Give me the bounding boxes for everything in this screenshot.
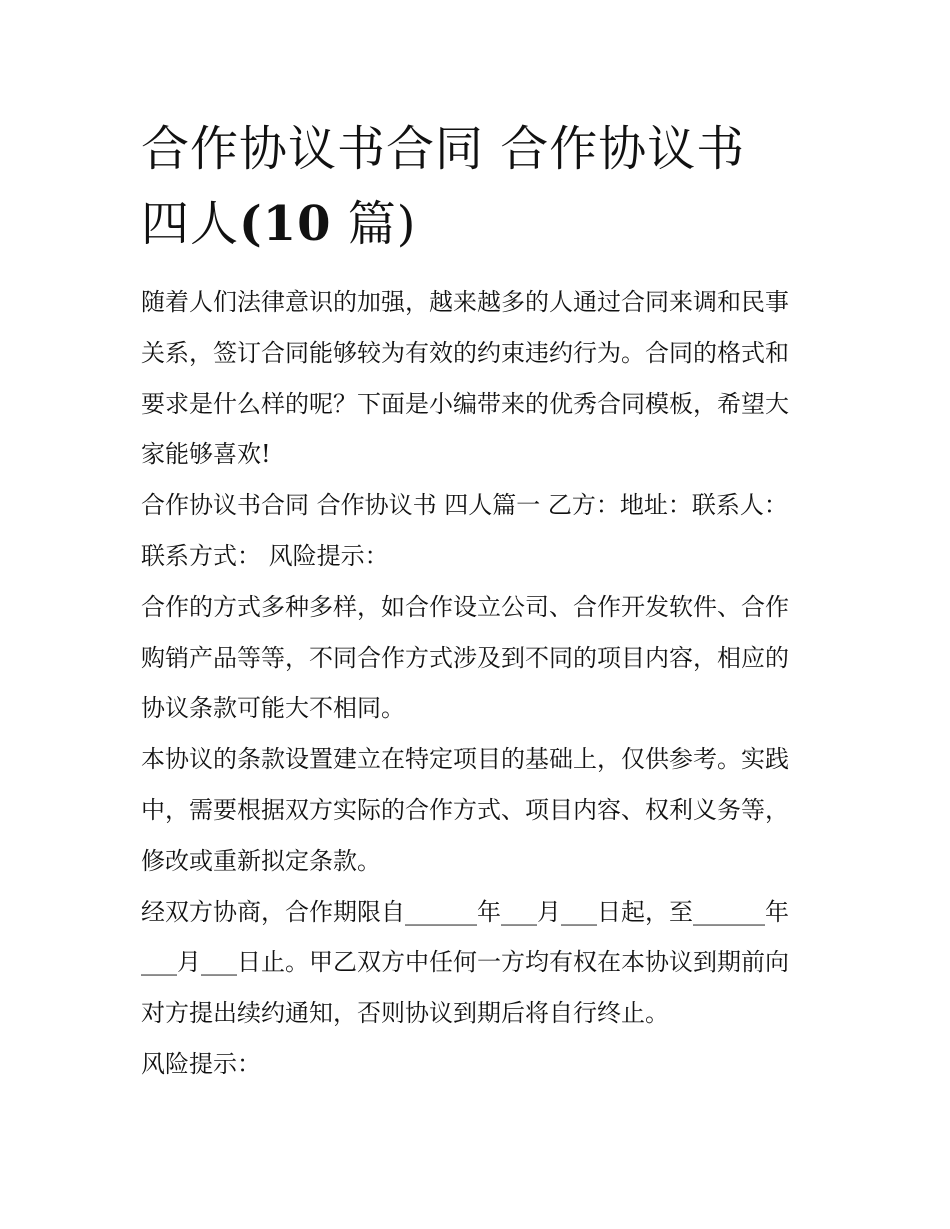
text-line: ___月___日止。甲乙双方中任何一方均有权在本协议到期前向 bbox=[141, 948, 789, 977]
title-line-1: 合作协议书合同 合作协议书 bbox=[141, 121, 746, 177]
text-line: 风险提示： bbox=[141, 1049, 261, 1078]
text-line: 对方提出续约通知，否则协议到期后将自行终止。 bbox=[141, 999, 669, 1028]
paragraph-cooperation-term bbox=[141, 887, 815, 1039]
text-line: 要求是什么样的呢？下面是小编带来的优秀合同模板，希望大 bbox=[141, 389, 789, 418]
document-title bbox=[141, 112, 821, 262]
text-line: 联系方式： 风险提示： bbox=[141, 541, 389, 570]
text-line: 中，需要根据双方实际的合作方式、项目内容、权利义务等， bbox=[141, 795, 789, 824]
paragraph-cooperation-methods bbox=[141, 582, 815, 734]
text-line: 修改或重新拟定条款。 bbox=[141, 846, 381, 875]
paragraph-risk-note bbox=[141, 1039, 815, 1090]
text-line: 合作的方式多种多样，如合作设立公司、合作开发软件、合作 bbox=[141, 592, 789, 621]
text-line: 经双方协商，合作期限自______年___月___日起，至______年 bbox=[141, 897, 789, 926]
text-line: 协议条款可能大不相同。 bbox=[141, 694, 405, 723]
text-line: 购销产品等等，不同合作方式涉及到不同的项目内容，相应的 bbox=[141, 643, 789, 672]
text-line: 家能够喜欢! bbox=[141, 440, 271, 469]
text-line: 关系，签订合同能够较为有效的约束违约行为。合同的格式和 bbox=[141, 338, 789, 367]
title-line-2: 四人(10 篇) bbox=[141, 196, 417, 252]
document-body bbox=[141, 277, 815, 1090]
paragraph-intro bbox=[141, 277, 815, 480]
text-line: 本协议的条款设置建立在特定项目的基础上，仅供参考。实践 bbox=[141, 745, 789, 774]
paragraph-section-one-header bbox=[141, 480, 815, 582]
paragraph-clause-reference bbox=[141, 734, 815, 886]
text-line: 随着人们法律意识的加强，越来越多的人通过合同来调和民事 bbox=[141, 288, 789, 316]
text-line: 合作协议书合同 合作协议书 四人篇一 乙方：地址：联系人： bbox=[141, 491, 788, 520]
